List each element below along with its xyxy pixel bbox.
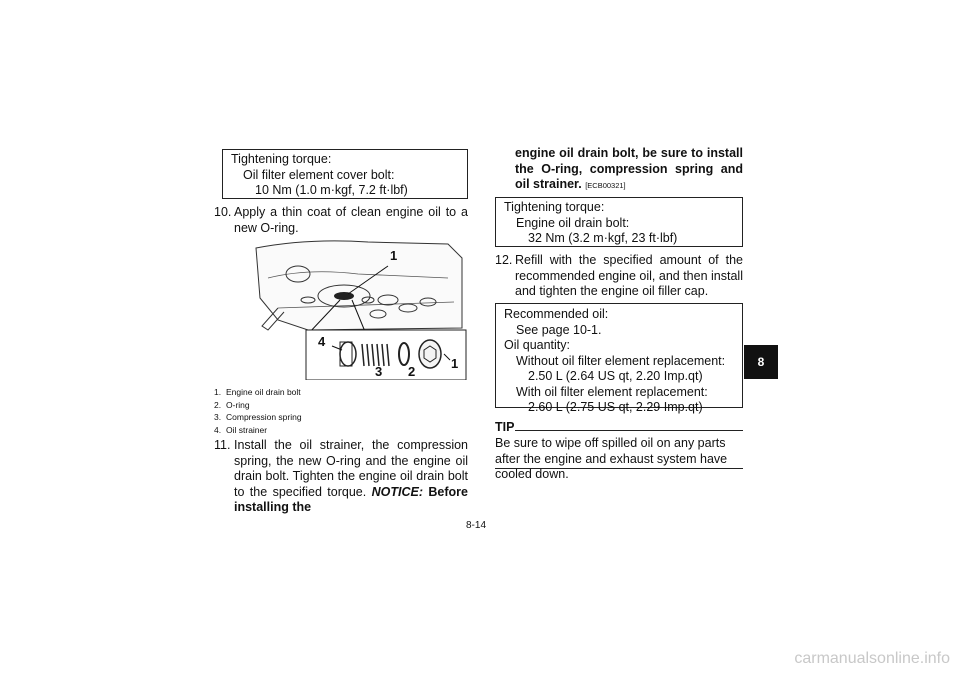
- notice-text: Before installing the: [234, 484, 468, 514]
- oil-spec-box: [495, 303, 743, 414]
- without-filter-label: Without oil filter element replacement:: [516, 353, 726, 368]
- step-text: Apply a thin coat of clean engine oil to a new O-ring.: [234, 205, 468, 235]
- tip-rule: [515, 430, 743, 431]
- oil-quantity-title: Oil quantity:: [504, 338, 571, 352]
- tip-end-rule: [495, 468, 743, 469]
- step-number: 12.: [495, 253, 513, 267]
- legend-item: 2. O-ring: [214, 399, 250, 410]
- drain-bolt-illustration: [248, 238, 468, 380]
- with-filter-label: With oil filter element replacement:: [516, 384, 708, 399]
- recommended-oil-value: See page 10-1.: [516, 322, 602, 337]
- step-11: [214, 438, 468, 516]
- step-10: [214, 205, 468, 236]
- figure-label: 4: [318, 334, 326, 349]
- torque-spec-box-drain-bolt: [495, 197, 743, 247]
- with-filter-value: 2.60 L (2.75 US qt, 2.29 Imp.qt): [528, 400, 703, 414]
- figure-label: 2: [408, 364, 416, 379]
- step-number: 10.: [214, 205, 232, 219]
- without-filter-value: 2.50 L (2.64 US qt, 2.20 Imp.qt): [528, 369, 703, 383]
- chapter-tab: 8: [744, 345, 778, 379]
- torque-value: 32 Nm (3.2 m·kgf, 23 ft·lbf): [528, 231, 678, 245]
- notice-continuation: [495, 146, 743, 194]
- page-number: 8-14: [466, 520, 487, 531]
- torque-value: 10 Nm (1.0 m·kgf, 7.2 ft·lbf): [255, 183, 408, 197]
- torque-item: Oil filter element cover bolt:: [243, 167, 395, 182]
- legend-item: 1. Engine oil drain bolt: [214, 387, 301, 397]
- notice-code: [ECB00321]: [585, 181, 626, 190]
- tip-text: Be sure to wipe off spilled oil on any parts after the engine and exhaust system have cooled down.: [495, 436, 728, 481]
- figure-legend: [214, 386, 302, 436]
- recommended-oil-title: Recommended oil:: [504, 307, 609, 321]
- figure-label: 1: [390, 248, 398, 263]
- torque-item: Engine oil drain bolt:: [516, 215, 630, 230]
- step-12: [495, 253, 743, 300]
- tip-heading: TIP: [495, 420, 743, 434]
- step-number: 11.: [214, 438, 231, 452]
- notice-label: NOTICE:: [371, 484, 423, 499]
- notice-text: engine oil drain bolt, be sure to install the O-ring, compression spring and oil strainer.: [515, 146, 743, 191]
- figure-label: 3: [375, 364, 383, 379]
- legend-item: 4. Oil strainer: [214, 424, 268, 435]
- legend-item: 3. Compression spring: [214, 412, 302, 422]
- torque-title: Tightening torque:: [231, 152, 332, 166]
- step-text: Refill with the specified amount of the recommended engine oil, and then install and tighten the engine oil filler cap.: [515, 253, 743, 298]
- step-text: Install the oil strainer, the compression spring, the new O-ring and the engine oil drain bolt. Tighten the engine oil drain bolt to the specified torque.: [234, 438, 468, 499]
- torque-title: Tightening torque:: [504, 200, 605, 214]
- watermark: carmanualsonline.info: [794, 650, 950, 667]
- figure-label: 1: [451, 356, 459, 371]
- torque-spec-box-filter: [222, 149, 468, 199]
